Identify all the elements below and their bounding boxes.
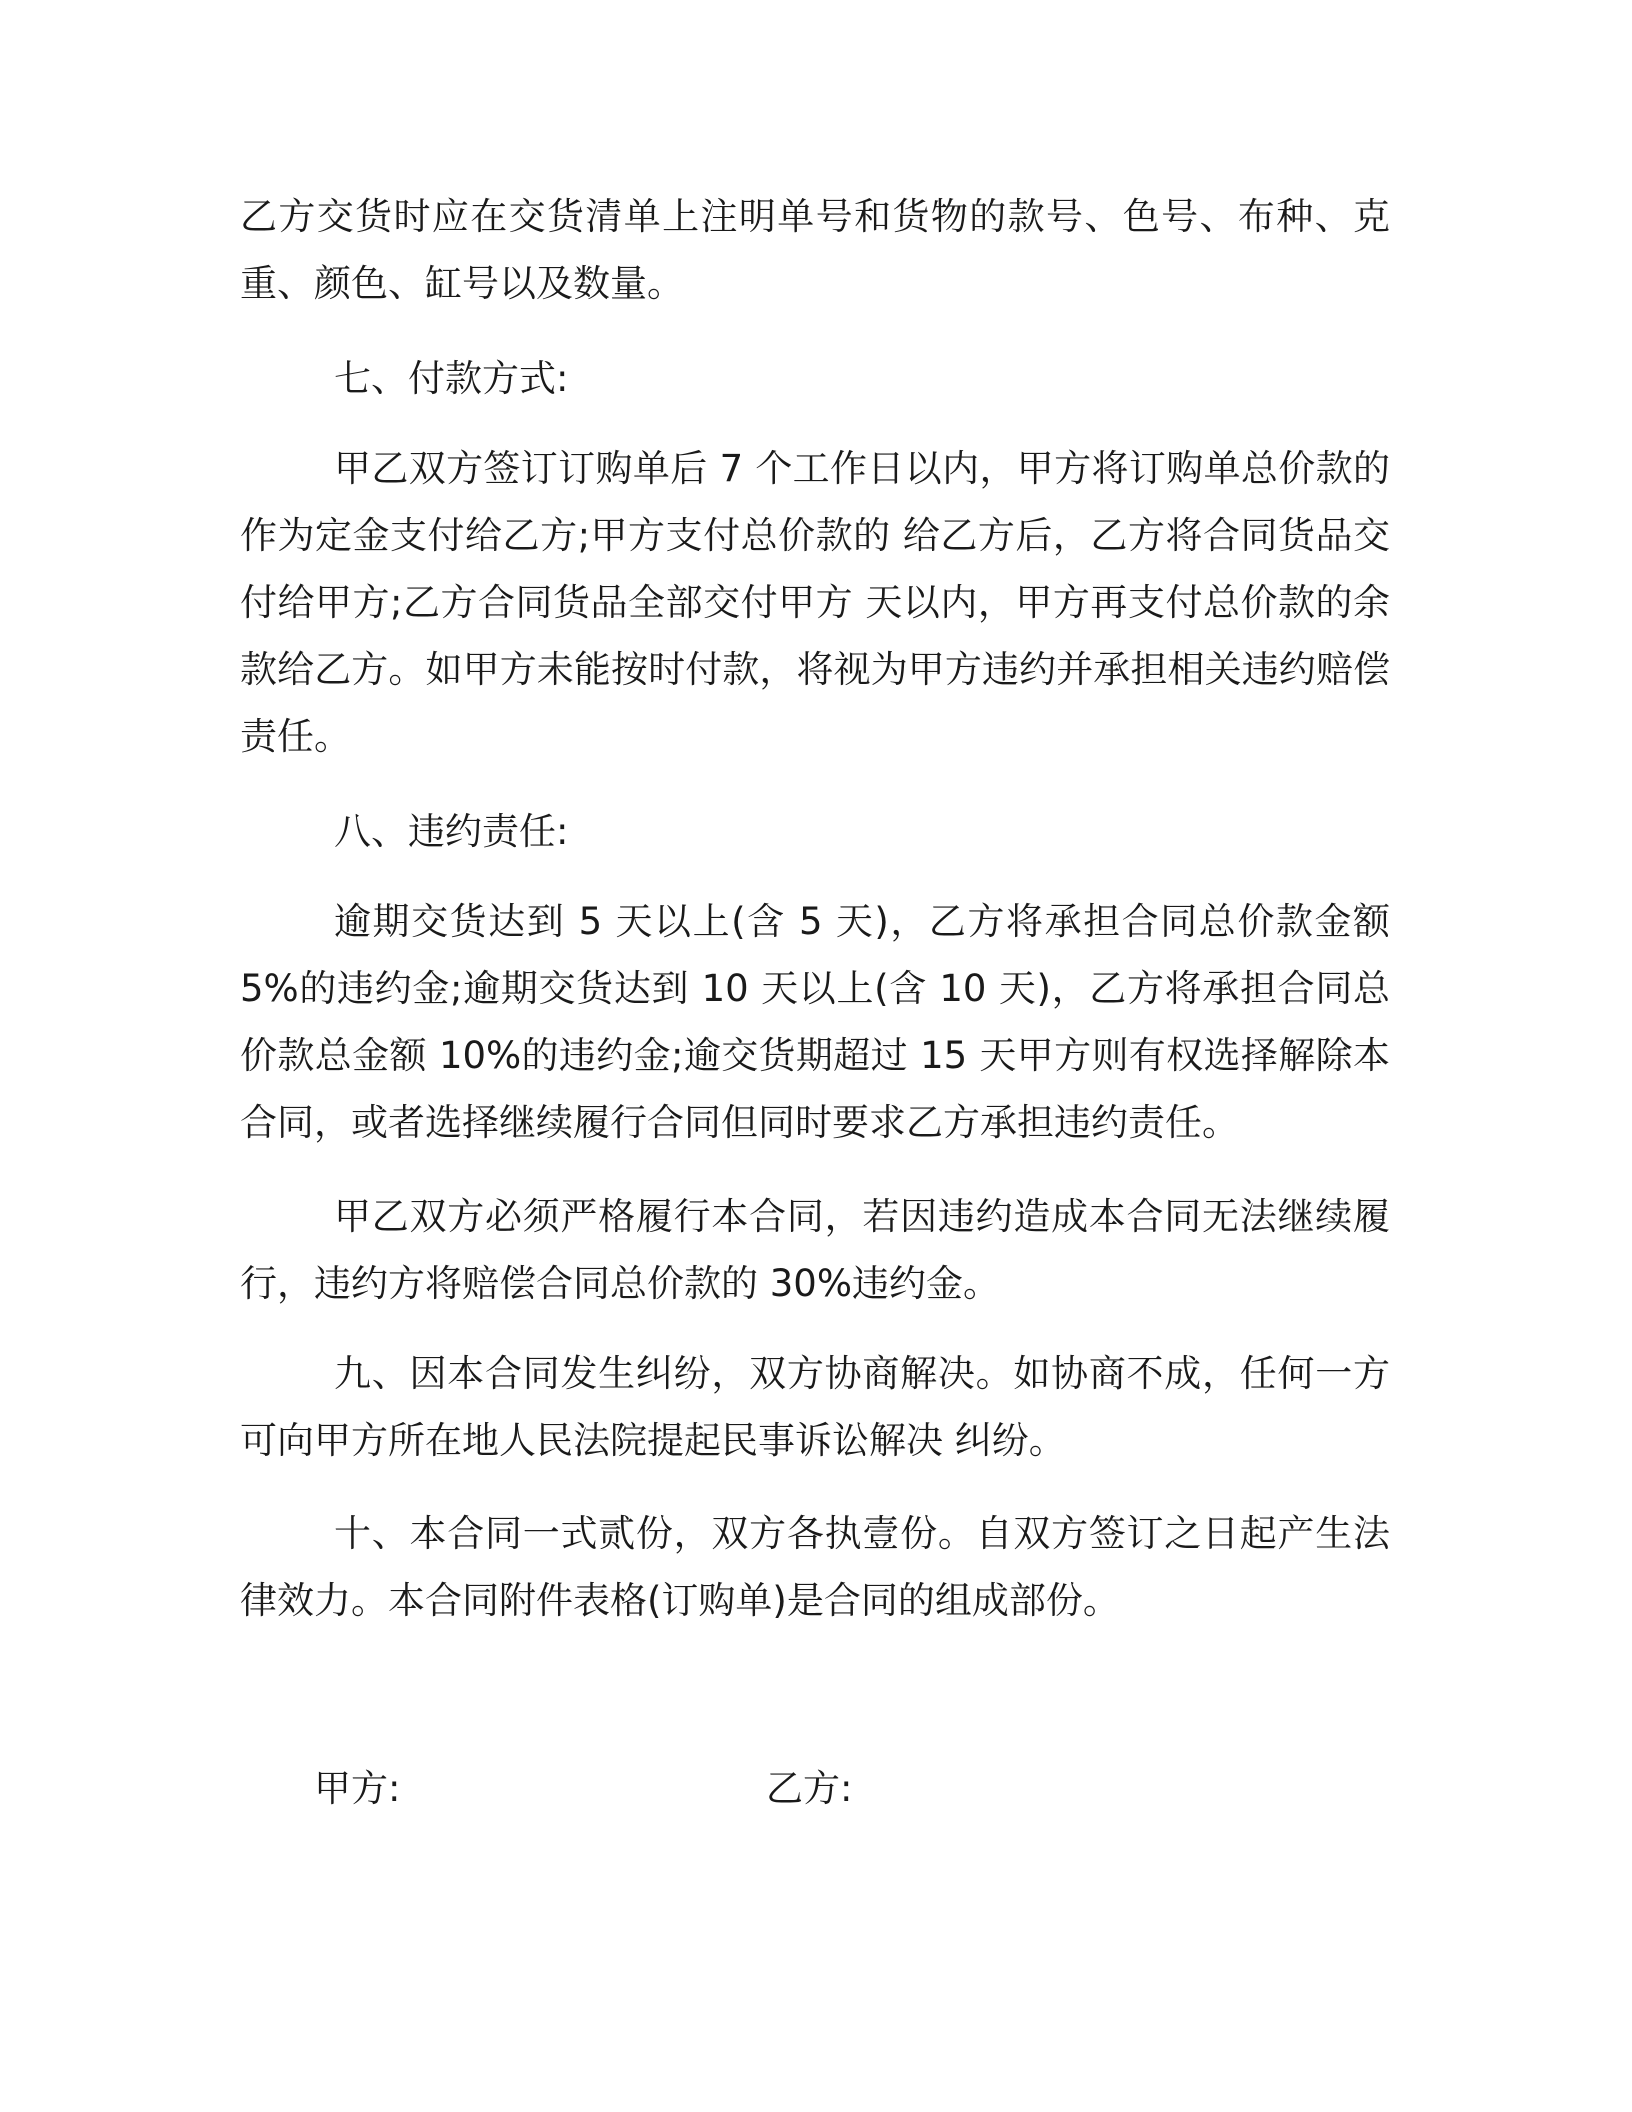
party-a-signature-label: 甲方: (314, 1767, 401, 1810)
section-9-paragraph: 九、因本合同发生纠纷，双方协商解决。如协商不成，任何一方可向甲方所在地人民法院提起民事诉讼解决 纠纷。 (240, 1352, 1390, 1462)
section-7-heading: 七、付款方式: (334, 357, 569, 400)
section-7-paragraph: 甲乙双方签订订购单后 7 个工作日以内，甲方将订购单总价款的作为定金支付给乙方;甲方支付总价款的 给乙方后，乙方将合同货品交付给甲方;乙方合同货品全部交付甲方 天以内，甲方再支付总价款的余款给乙方。如甲方未能按时付款，将视为甲方违约并承担相关违约赔偿责任。 (240, 447, 1390, 758)
continuation-paragraph: 乙方交货时应在交货清单上注明单号和货物的款号、色号、布种、克重、颜色、缸号以及数量。 (240, 195, 1390, 305)
section-8-paragraph-1: 逾期交货达到 5 天以上(含 5 天)，乙方将承担合同总价款金额 5%的违约金;逾期交货达到 10 天以上(含 10 天)，乙方将承担合同总价款总金额 10%的违约金;逾交货期超过 15 天甲方则有权选择解除本合同，或者选择继续履行合同但同时要求乙方承担违约责任。 (240, 900, 1390, 1144)
party-b-signature-label: 乙方: (766, 1767, 853, 1810)
section-10-paragraph: 十、本合同一式贰份，双方各执壹份。自双方签订之日起产生法律效力。本合同附件表格(订购单)是合同的组成部份。 (240, 1512, 1390, 1622)
section-8-paragraph-2: 甲乙双方必须严格履行本合同，若因违约造成本合同无法继续履行，违约方将赔偿合同总价款的 30%违约金。 (240, 1195, 1390, 1305)
section-8-heading: 八、违约责任: (334, 810, 569, 853)
